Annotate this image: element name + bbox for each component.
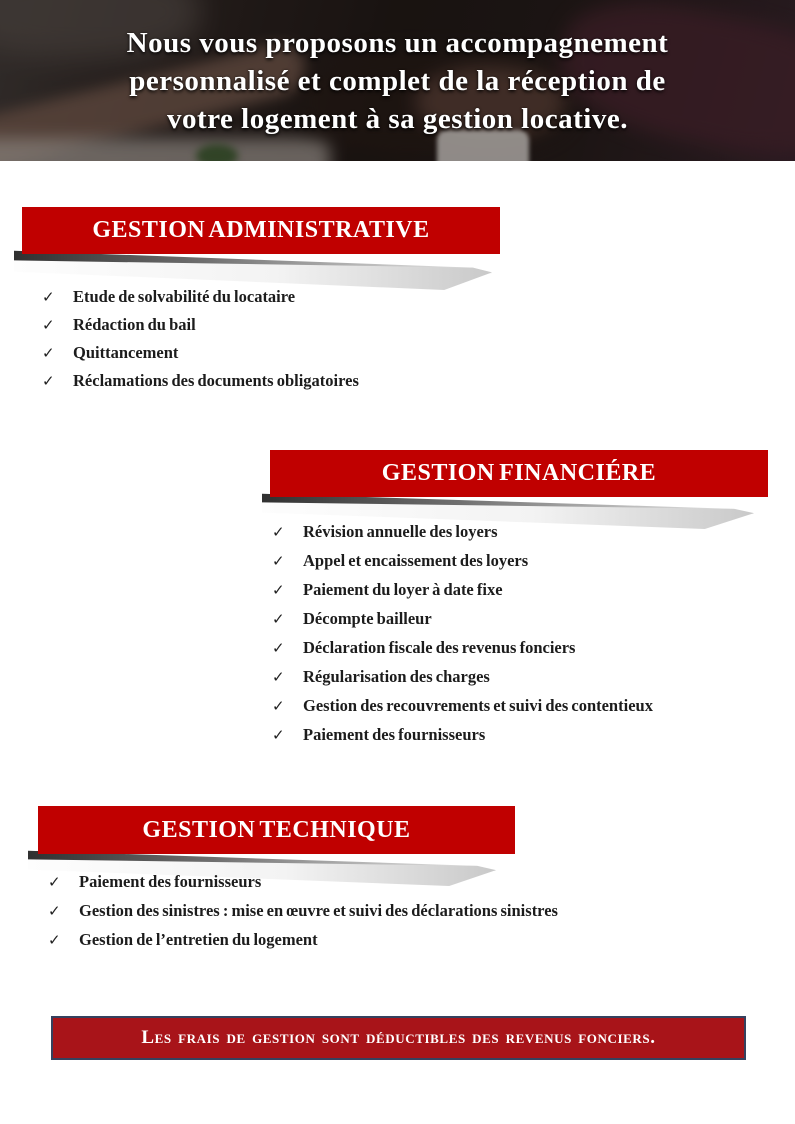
check-icon: ✓ xyxy=(42,372,55,390)
list-item xyxy=(272,667,653,696)
hero-title xyxy=(0,24,795,138)
checklist-financiere xyxy=(272,522,653,754)
footer-banner xyxy=(51,1016,746,1060)
section-banner-administrative xyxy=(22,207,500,254)
check-icon: ✓ xyxy=(272,726,285,744)
check-icon: ✓ xyxy=(48,902,61,920)
page-curl xyxy=(14,250,492,290)
hero-title-line: votre logement à sa gestion locative. xyxy=(167,103,628,135)
list-item xyxy=(272,551,653,580)
check-icon: ✓ xyxy=(48,931,61,949)
list-item xyxy=(272,580,653,609)
list-item-text: Gestion des sinistres : mise en œuvre et suivi des déclarations sinistres xyxy=(79,901,558,920)
check-icon: ✓ xyxy=(48,873,61,891)
list-item-text: Paiement des fournisseurs xyxy=(303,725,486,744)
list-item-text: Quittancement xyxy=(73,343,179,362)
check-icon: ✓ xyxy=(272,552,285,570)
check-icon: ✓ xyxy=(272,581,285,599)
list-item xyxy=(48,901,558,930)
list-item xyxy=(272,696,653,725)
section-title: GESTION FINANCIÉRE xyxy=(381,460,657,486)
list-item xyxy=(48,930,558,959)
list-item xyxy=(42,371,359,399)
hero-title-line: personnalisé et complet de la réception de xyxy=(129,65,666,97)
list-item-text: Paiement du loyer à date fixe xyxy=(303,580,503,599)
list-item-text: Etude de solvabilité du locataire xyxy=(73,287,296,306)
list-item xyxy=(42,287,359,315)
list-item-text: Paiement des fournisseurs xyxy=(79,872,262,891)
list-item-text: Révision annuelle des loyers xyxy=(303,522,498,541)
list-item xyxy=(272,609,653,638)
section-banner-technique xyxy=(38,806,515,854)
check-icon: ✓ xyxy=(272,523,285,541)
check-icon: ✓ xyxy=(42,344,55,362)
check-icon: ✓ xyxy=(272,610,285,628)
list-item-text: Réclamations des documents obligatoires xyxy=(73,371,359,390)
check-icon: ✓ xyxy=(42,316,55,334)
list-item xyxy=(272,725,653,754)
checklist-technique xyxy=(48,872,558,959)
checklist-administrative xyxy=(42,287,359,399)
list-item-text: Gestion de l’entretien du logement xyxy=(79,930,318,949)
section-banner-financiere xyxy=(270,450,768,497)
check-icon: ✓ xyxy=(42,288,55,306)
list-item xyxy=(272,522,653,551)
check-icon: ✓ xyxy=(272,697,285,715)
list-item xyxy=(42,343,359,371)
list-item-text: Déclaration fiscale des revenus fonciers xyxy=(303,638,576,657)
list-item-text: Décompte bailleur xyxy=(303,609,432,628)
list-item xyxy=(42,315,359,343)
list-item-text: Régularisation des charges xyxy=(303,667,490,686)
section-title: GESTION TECHNIQUE xyxy=(142,816,411,843)
check-icon: ✓ xyxy=(272,639,285,657)
footer-text: Les frais de gestion sont déductibles des revenus fonciers. xyxy=(141,1027,656,1048)
list-item-text: Rédaction du bail xyxy=(73,315,196,334)
list-item-text: Gestion des recouvrements et suivi des contentieux xyxy=(303,696,653,715)
check-icon: ✓ xyxy=(272,668,285,686)
section-title: GESTION ADMINISTRATIVE xyxy=(92,217,430,243)
hero-title-line: Nous vous proposons un accompagnement xyxy=(126,27,669,59)
list-item-text: Appel et encaissement des loyers xyxy=(303,551,529,570)
hero-photo xyxy=(0,0,795,161)
list-item xyxy=(272,638,653,667)
list-item xyxy=(48,872,558,901)
